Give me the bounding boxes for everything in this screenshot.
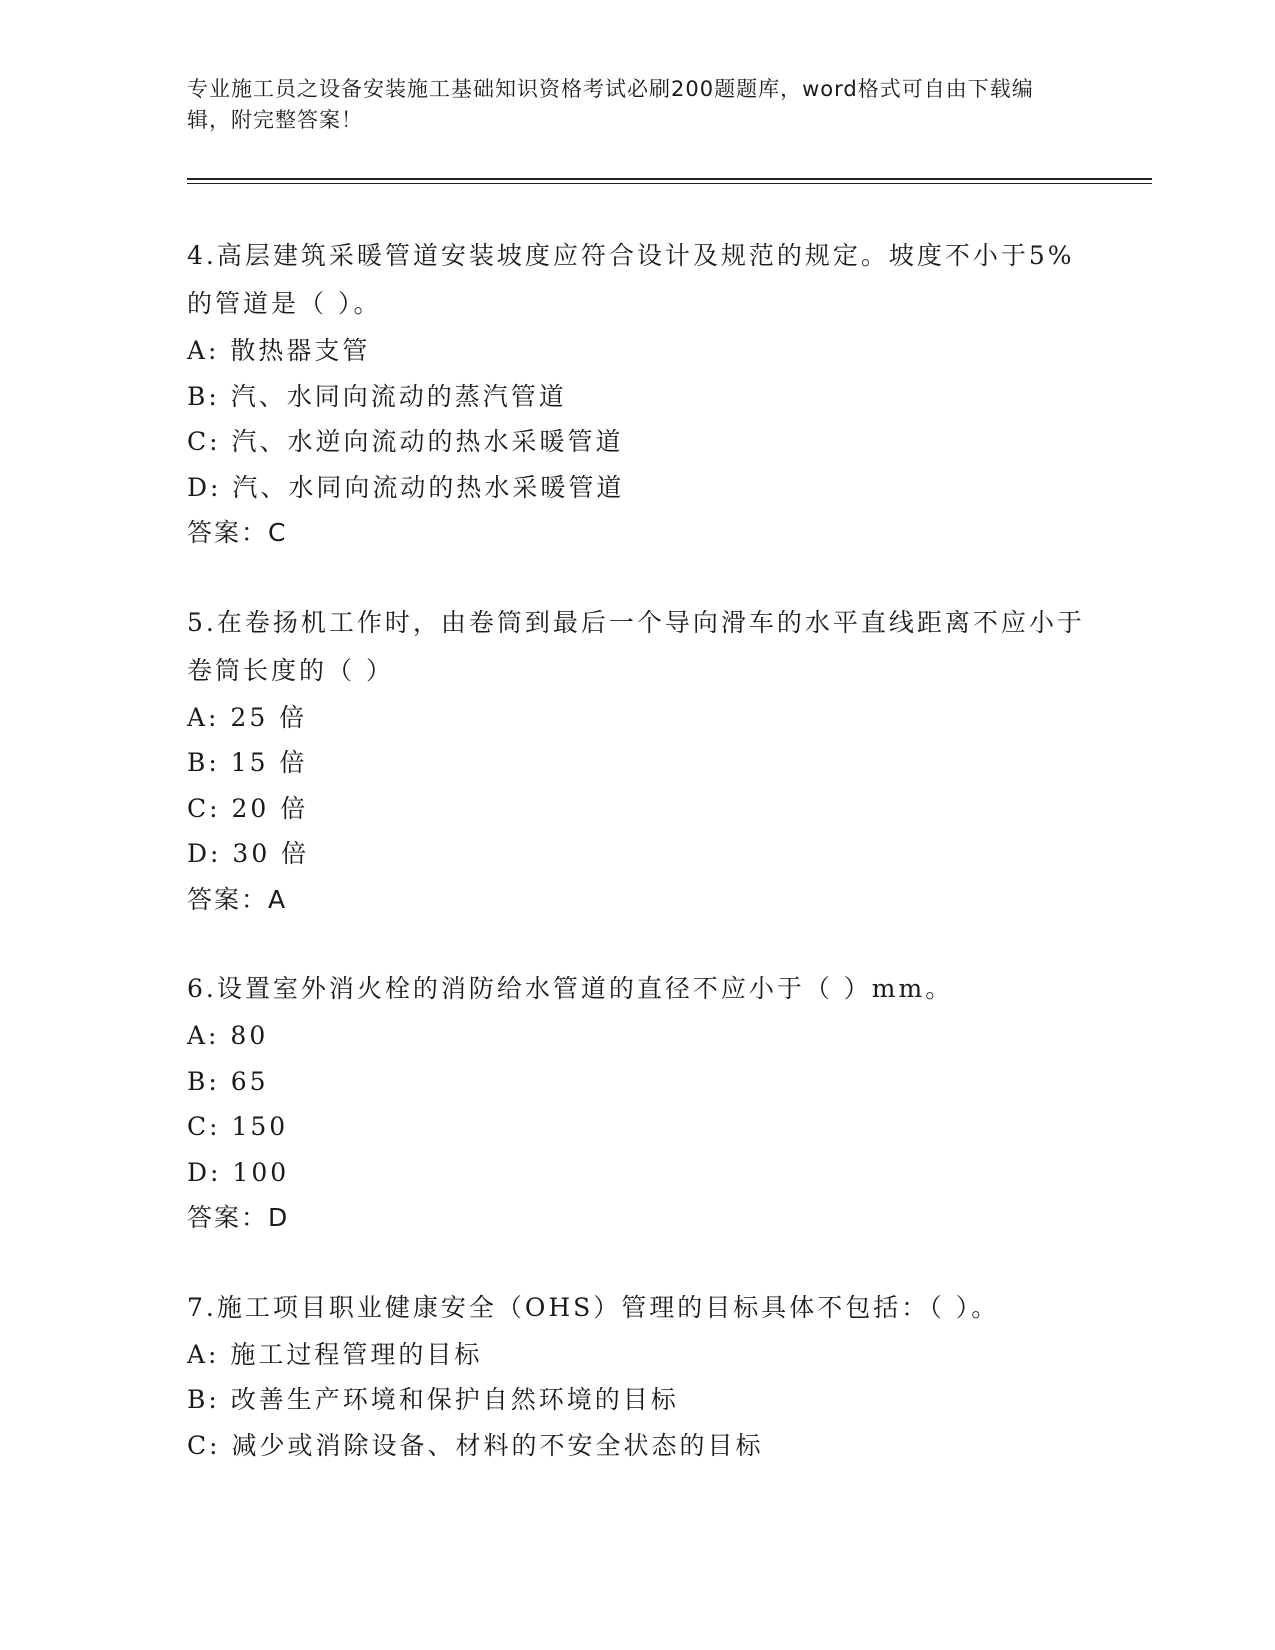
question-text: 7.施工项目职业健康安全（OHS）管理的目标具体不包括：（ ）。 [187,1292,1000,1322]
header-divider [187,178,1152,180]
option-c: C: 汽、水逆向流动的热水采暖管道 [187,427,624,456]
answer: 答案：C [187,518,288,547]
option-d: D: 30 倍 [187,839,310,868]
question-text: 5.在卷扬机工作时，由卷筒到最后一个导向滑车的水平直线距离不应小于卷筒长度的（ ） [187,607,1085,685]
question-item [187,232,1087,556]
option-b: B: 65 [187,1066,269,1096]
question-item [187,599,1087,923]
answer: 答案：A [187,884,288,914]
option-c: C: 20 倍 [187,793,309,823]
option-a: A: 施工过程管理的目标 [187,1339,483,1369]
option-a: A: 80 [187,1021,269,1050]
option-d: D: 汽、水同向流动的热水采暖管道 [187,472,625,502]
option-c: C: 150 [187,1112,289,1141]
option-b: B: 改善生产环境和保护自然环境的目标 [187,1385,679,1414]
option-d: D: 100 [187,1157,290,1187]
option-b: B: 汽、水同向流动的蒸汽管道 [187,381,567,411]
option-a: A: 25 倍 [187,702,308,732]
option-b: B: 15 倍 [187,748,308,777]
question-list [187,232,1087,1511]
answer: 答案：D [187,1203,290,1232]
header-divider-thin [187,183,1152,184]
option-c: C: 减少或消除设备、材料的不安全状态的目标 [187,1430,764,1460]
question-item [187,1284,1087,1469]
question-item [187,965,1087,1241]
option-a: A: 散热器支管 [187,336,371,365]
question-text: 6.设置室外消火栓的消防给水管道的直径不应小于（ ）mm。 [187,974,954,1003]
question-text: 4.高层建筑采暖管道安装坡度应符合设计及规范的规定。坡度不小于5%的管道是（ ）。 [187,241,1075,318]
document-header: 专业施工员之设备安装施工基础知识资格考试必刷200题题库，word格式可自由下载编辑，附完整答案！ [187,77,1034,132]
